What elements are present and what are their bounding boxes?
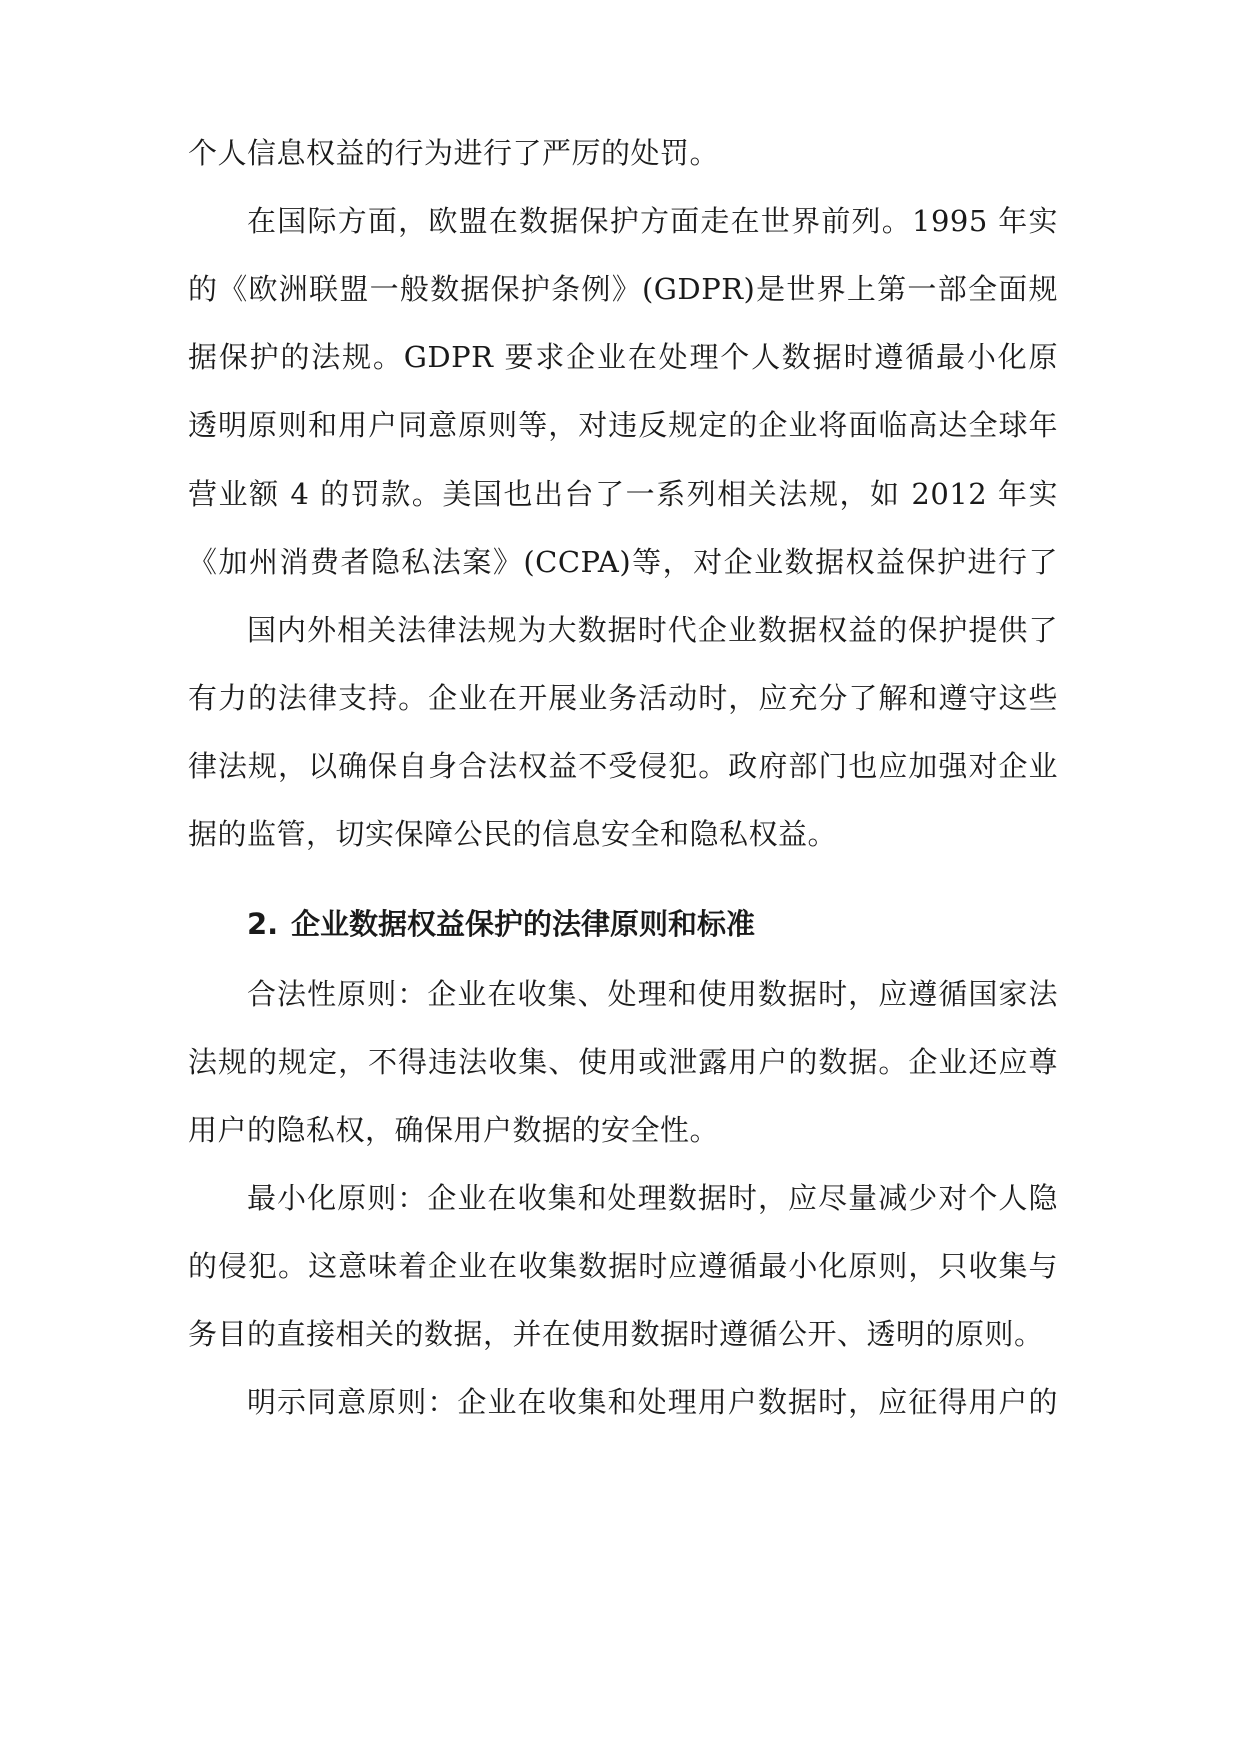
text-line: 务目的直接相关的数据，并在使用数据时遵循公开、透明的原则。 (188, 1317, 1044, 1351)
text-line: 国内外相关法律法规为大数据时代企业数据权益的保护提供了 (247, 613, 1058, 647)
text-line: 法规的规定，不得违法收集、使用或泄露用户的数据。企业还应尊 (188, 1045, 1058, 1079)
text-line: 用户的隐私权，确保用户数据的安全性。 (188, 1113, 720, 1147)
text-line: 个人信息权益的行为进行了严厉的处罚。 (188, 136, 720, 170)
text-line: 营业额 4 的罚款。美国也出台了一系列相关法规，如 2012 年实 (188, 477, 1058, 511)
text-line: 透明原则和用户同意原则等，对违反规定的企业将面临高达全球年 (188, 408, 1058, 442)
text-line: 合法性原则：企业在收集、处理和使用数据时，应遵循国家法 (247, 977, 1058, 1011)
text-line: 据的监管，切实保障公民的信息安全和隐私权益。 (188, 817, 838, 851)
text-line: 最小化原则：企业在收集和处理数据时，应尽量减少对个人隐 (247, 1181, 1058, 1215)
section-heading (247, 900, 1058, 948)
text-line: 明示同意原则：企业在收集和处理用户数据时，应征得用户的 (247, 1385, 1058, 1419)
text-line: 的《欧洲联盟一般数据保护条例》(GDPR)是世界上第一部全面规 (188, 272, 1058, 306)
text-line: 在国际方面，欧盟在数据保护方面走在世界前列。1995 年实 (247, 204, 1058, 238)
text-line: 《加州消费者隐私法案》(CCPA)等，对企业数据权益保护进行了 (188, 545, 1058, 579)
text-line: 律法规，以确保自身合法权益不受侵犯。政府部门也应加强对企业 (188, 749, 1058, 783)
text-line: 有力的法律支持。企业在开展业务活动时，应充分了解和遵守这些 (188, 681, 1058, 715)
text-line: 据保护的法规。GDPR 要求企业在处理个人数据时遵循最小化原 (188, 340, 1058, 374)
text-line: 的侵犯。这意味着企业在收集数据时应遵循最小化原则，只收集与 (188, 1249, 1058, 1283)
section-number: 2. (247, 907, 279, 941)
section-title: 企业数据权益保护的法律原则和标准 (291, 907, 756, 941)
